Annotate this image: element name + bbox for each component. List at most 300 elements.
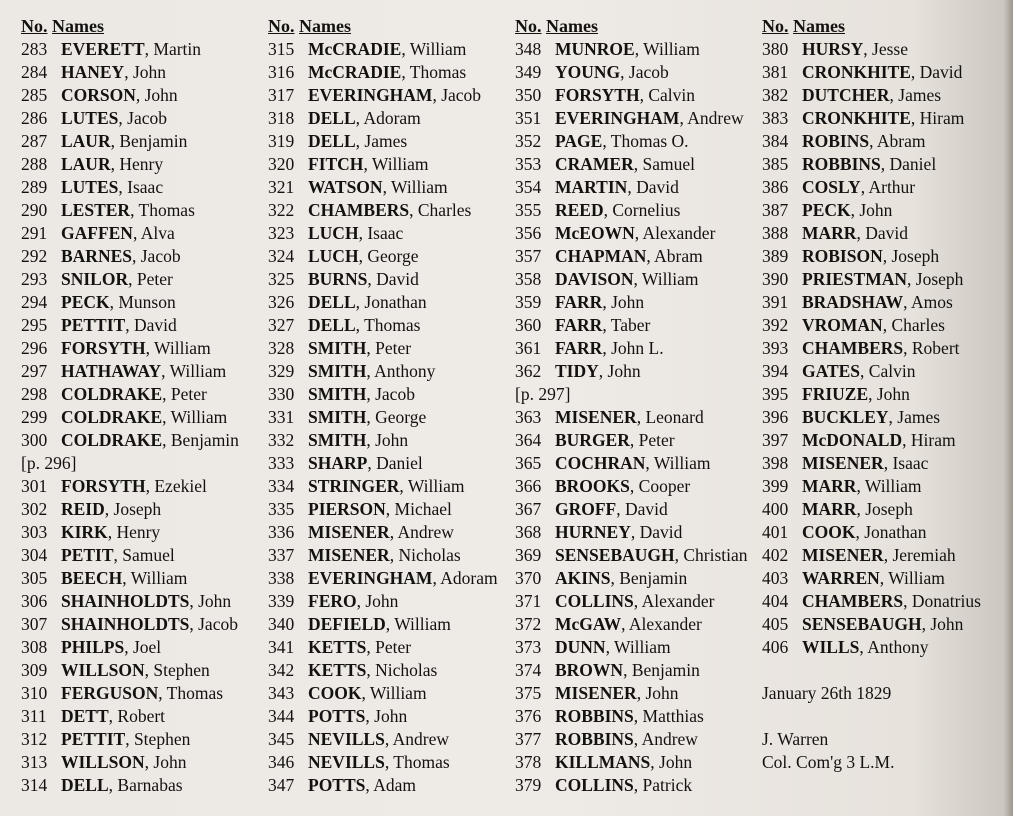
list-item (21, 199, 276, 222)
entry-number: 401 (762, 522, 789, 542)
name-separator: , (158, 683, 167, 703)
entry-given-name: Martin (153, 39, 202, 59)
name-separator: , (145, 338, 155, 358)
entry-number: 376 (515, 706, 542, 726)
entry-number: 374 (515, 660, 542, 680)
entry-number: 394 (762, 361, 789, 381)
entry-number: 290 (21, 200, 48, 220)
entry-number: 311 (21, 706, 47, 726)
list-item (21, 153, 276, 176)
list-item (268, 636, 523, 659)
entry-surname: COLDRAKE (61, 430, 163, 450)
name-separator: , (907, 269, 916, 289)
entry-given-name: Thomas (409, 62, 467, 82)
entry-given-name: William (169, 361, 227, 381)
entry-number: 378 (515, 752, 542, 772)
header-names: Names (299, 16, 351, 36)
entry-number: 293 (21, 269, 48, 289)
entry-number: 302 (21, 499, 48, 519)
entry-given-name: Jacob (441, 85, 482, 105)
list-item (762, 429, 1007, 452)
entry-number: 292 (21, 246, 48, 266)
entry-given-name: Charles (891, 315, 945, 335)
entry-number: 291 (21, 223, 48, 243)
list-item (268, 268, 523, 291)
header-names: Names (793, 16, 845, 36)
list-item (762, 291, 1007, 314)
entry-surname: FITCH (308, 154, 364, 174)
list-item (268, 567, 523, 590)
entry-number: 363 (515, 407, 542, 427)
entry-surname: CRAMER (555, 154, 634, 174)
entry-surname: PECK (61, 292, 110, 312)
entry-given-name: Joseph (891, 246, 940, 266)
list-item (515, 107, 770, 130)
entry-given-name: Jacob (140, 246, 181, 266)
entry-surname: CHAMBERS (802, 338, 904, 358)
entry-surname: SMITH (308, 384, 367, 404)
entry-surname: DUTCHER (802, 85, 890, 105)
entry-given-name: Adoram (440, 568, 498, 588)
name-separator: , (145, 476, 155, 496)
list-item (268, 130, 523, 153)
entry-given-name: Alexander (641, 591, 715, 611)
entry-surname: WILLSON (61, 660, 145, 680)
entry-surname: TIDY (555, 361, 599, 381)
entry-given-name: William (369, 683, 427, 703)
list-item (515, 429, 770, 452)
name-separator: , (646, 246, 655, 266)
list-item (21, 222, 276, 245)
name-separator: , (634, 39, 644, 59)
list-item (762, 337, 1007, 360)
name-separator: , (366, 637, 376, 657)
name-separator: , (603, 200, 613, 220)
entry-surname: CHAMBERS (308, 200, 410, 220)
entry-given-name: William (130, 568, 188, 588)
list-item (762, 590, 1007, 613)
entry-surname: POTTS (308, 706, 366, 726)
name-separator: , (650, 752, 660, 772)
entry-surname: GAFFEN (61, 223, 133, 243)
entry-surname: COSLY (802, 177, 861, 197)
list-item (762, 130, 1007, 153)
entry-surname: MISENER (308, 545, 390, 565)
entry-number: 327 (268, 315, 295, 335)
entry-number: 353 (515, 154, 542, 174)
header-no: No. (515, 16, 542, 36)
entry-number: 371 (515, 591, 542, 611)
entry-given-name: Peter (638, 430, 675, 450)
entry-given-name: Alexander (642, 223, 716, 243)
entry-given-name: Jacob (628, 62, 669, 82)
entry-number: 339 (268, 591, 295, 611)
name-separator: , (855, 522, 865, 542)
entry-number: 289 (21, 177, 48, 197)
list-item (21, 360, 276, 383)
entry-number: 357 (515, 246, 542, 266)
entry-number: 392 (762, 315, 789, 335)
name-separator: , (389, 545, 399, 565)
list-item (515, 360, 770, 383)
entry-number: 309 (21, 660, 48, 680)
entry-surname: BROOKS (555, 476, 630, 496)
entry-number: 352 (515, 131, 542, 151)
entry-surname: GROFF (555, 499, 617, 519)
entry-surname: EVERINGHAM (555, 108, 680, 128)
list-item (268, 544, 523, 567)
name-separator: , (636, 683, 646, 703)
list-item (515, 498, 770, 521)
entry-number: 296 (21, 338, 48, 358)
entry-surname: KILLMANS (555, 752, 651, 772)
name-separator: , (633, 591, 642, 611)
entry-given-name: James (897, 407, 941, 427)
names-column-1 (21, 15, 276, 797)
name-separator: , (432, 568, 441, 588)
list-item (21, 268, 276, 291)
entry-number: 350 (515, 85, 542, 105)
entry-surname: COOK (308, 683, 362, 703)
list-item (515, 245, 770, 268)
list-item (21, 705, 276, 728)
entry-surname: DETT (61, 706, 109, 726)
entry-given-name: Donatrius (911, 591, 981, 611)
name-separator: , (113, 545, 123, 565)
entry-number: 300 (21, 430, 48, 450)
list-item (268, 498, 523, 521)
name-separator: , (860, 361, 869, 381)
name-separator: , (879, 568, 889, 588)
entry-number: 319 (268, 131, 295, 151)
name-separator: , (358, 223, 368, 243)
name-separator: , (367, 453, 377, 473)
list-item (268, 383, 523, 406)
entry-given-name: John (198, 591, 232, 611)
list-item (515, 406, 770, 429)
entry-surname: CRONKHITE (802, 108, 911, 128)
entry-surname: COOK (802, 522, 856, 542)
name-separator: , (130, 200, 139, 220)
entry-given-name: Thomas (364, 315, 421, 335)
list-item (21, 406, 276, 429)
list-item (268, 199, 523, 222)
name-separator: , (365, 775, 374, 795)
list-item (762, 199, 1007, 222)
list-item (762, 222, 1007, 245)
entry-given-name: James (898, 85, 942, 105)
name-separator: , (124, 637, 133, 657)
entry-surname: LUTES (61, 177, 119, 197)
entry-given-name: Samuel (122, 545, 175, 565)
entry-given-name: Daniel (889, 154, 937, 174)
entry-given-name: Jonathan (864, 522, 927, 542)
entry-given-name: John (876, 384, 910, 404)
name-separator: , (363, 154, 372, 174)
entry-number: 317 (268, 85, 295, 105)
list-item (21, 337, 276, 360)
entry-given-name: Andrew (392, 729, 450, 749)
entry-surname: NEVILLS (308, 729, 385, 749)
name-separator: , (367, 269, 377, 289)
entry-given-name: Joseph (865, 499, 913, 519)
entry-number: 332 (268, 430, 295, 450)
list-item (762, 107, 1007, 130)
entry-given-name: Taber (610, 315, 651, 335)
name-separator: , (880, 154, 890, 174)
entry-given-name: David (636, 177, 679, 197)
entry-number: 370 (515, 568, 542, 588)
entry-surname: WARREN (802, 568, 880, 588)
entry-number: 284 (21, 62, 48, 82)
name-separator: , (366, 384, 376, 404)
entry-given-name: Alva (140, 223, 175, 243)
entry-given-name: John (132, 62, 167, 82)
name-separator: , (679, 108, 688, 128)
entry-given-name: Isaac (892, 453, 929, 473)
name-separator: , (144, 39, 154, 59)
name-separator: , (162, 384, 171, 404)
entry-number: 345 (268, 729, 295, 749)
entry-number: 336 (268, 522, 295, 542)
entry-given-name: Alexander (628, 614, 702, 634)
entry-number: 375 (515, 683, 542, 703)
entry-number: 354 (515, 177, 542, 197)
list-item (515, 61, 770, 84)
entry-surname: ROBBINS (555, 729, 634, 749)
name-separator: , (356, 591, 366, 611)
annotation-text: [p. 296] (21, 453, 77, 473)
entry-surname: DEFIELD (308, 614, 386, 634)
entry-number: 333 (268, 453, 295, 473)
entry-given-name: Hiram (910, 430, 956, 450)
entry-given-name: Cooper (638, 476, 691, 496)
entry-surname: FARR (555, 315, 603, 335)
name-separator: , (633, 154, 643, 174)
list-item (515, 613, 770, 636)
entry-given-name: William (641, 269, 699, 289)
name-separator: , (189, 614, 199, 634)
entry-given-name: George (367, 246, 419, 266)
list-item (268, 475, 523, 498)
name-separator: , (132, 223, 141, 243)
name-separator: , (385, 499, 395, 519)
entry-given-name: Charles (417, 200, 472, 220)
list-item (762, 61, 1007, 84)
entry-given-name: Peter (136, 269, 173, 289)
entry-given-name: William (614, 637, 671, 657)
column-header (268, 15, 523, 38)
list-item (268, 406, 523, 429)
entry-given-name: John (374, 706, 408, 726)
entry-surname: CHAMBERS (802, 591, 904, 611)
name-separator: , (128, 269, 137, 289)
entry-surname: DELL (308, 315, 356, 335)
entry-surname: VROMAN (802, 315, 883, 335)
list-item (515, 590, 770, 613)
entry-given-name: Andrew (641, 729, 698, 749)
entry-given-name: Robert (911, 338, 960, 358)
entry-number: 343 (268, 683, 295, 703)
list-item (268, 751, 523, 774)
entry-surname: ROBISON (802, 246, 883, 266)
list-item (268, 245, 523, 268)
name-separator: , (108, 706, 118, 726)
entry-given-name: John (607, 361, 641, 381)
entry-surname: DUNN (555, 637, 606, 657)
list-item (515, 751, 770, 774)
entry-given-name: David (919, 62, 963, 82)
entry-given-name: Benjamin (119, 131, 188, 151)
entry-surname: DELL (308, 108, 356, 128)
entry-number: 406 (762, 637, 789, 657)
name-separator: , (850, 200, 860, 220)
entry-number: 391 (762, 292, 789, 312)
name-separator: , (108, 775, 118, 795)
entry-given-name: Amos (910, 292, 953, 312)
column-rows (515, 38, 770, 797)
entry-given-name: Adam (373, 775, 416, 795)
entry-surname: REED (555, 200, 604, 220)
entry-number: 344 (268, 706, 295, 726)
list-item (268, 337, 523, 360)
list-item (515, 728, 770, 751)
entry-number: 404 (762, 591, 789, 611)
entry-number: 318 (268, 108, 295, 128)
entry-surname: KIRK (61, 522, 108, 542)
entry-given-name: George (375, 407, 427, 427)
entry-given-name: William (864, 476, 922, 496)
entry-surname: LAUR (61, 131, 111, 151)
entry-number: 330 (268, 384, 295, 404)
entry-surname: PAGE (555, 131, 603, 151)
entry-given-name: Robert (117, 706, 166, 726)
name-separator: , (602, 315, 611, 335)
list-item (268, 728, 523, 751)
entry-given-name: John (659, 752, 693, 772)
entry-surname: SENSEBAUGH (802, 614, 922, 634)
column-rows (268, 38, 523, 797)
entry-surname: WILLS (802, 637, 860, 657)
name-separator: , (621, 614, 629, 634)
list-item (21, 61, 276, 84)
entry-given-name: John (144, 85, 178, 105)
list-item (21, 38, 276, 61)
entry-given-name: Jacob (127, 108, 167, 128)
entry-number: 286 (21, 108, 48, 128)
entry-number: 297 (21, 361, 48, 381)
entry-number: 369 (515, 545, 542, 565)
entry-surname: EVERINGHAM (308, 85, 433, 105)
name-separator: , (610, 568, 620, 588)
list-item (515, 521, 770, 544)
entry-surname: WATSON (308, 177, 383, 197)
name-separator: , (118, 108, 128, 128)
list-item (515, 659, 770, 682)
entry-number: 373 (515, 637, 542, 657)
name-separator: , (630, 522, 640, 542)
entry-surname: PETIT (61, 545, 114, 565)
entry-surname: McGAW (555, 614, 622, 634)
name-separator: , (355, 292, 365, 312)
list-item (515, 176, 770, 199)
entry-given-name: Barnabas (117, 775, 183, 795)
entry-surname: FORSYTH (555, 85, 640, 105)
entry-surname: BROWN (555, 660, 624, 680)
entry-number: 322 (268, 200, 295, 220)
entry-number: 348 (515, 39, 542, 59)
list-item (515, 268, 770, 291)
entry-surname: KETTS (308, 637, 367, 657)
name-separator: , (355, 108, 364, 128)
name-separator: , (384, 752, 394, 772)
names-column-3 (515, 15, 770, 797)
entry-number: 380 (762, 39, 789, 59)
name-separator: , (903, 338, 912, 358)
annotation-text: Col. Com'g 3 L.M. (762, 752, 895, 772)
list-item (21, 774, 276, 797)
entry-surname: COLLINS (555, 775, 634, 795)
column-header (762, 15, 1007, 38)
entry-given-name: Nicholas (375, 660, 438, 680)
entry-given-name: Patrick (642, 775, 693, 795)
entry-number: 390 (762, 269, 789, 289)
name-separator: , (645, 453, 654, 473)
list-item (21, 475, 276, 498)
entry-given-name: William (391, 177, 448, 197)
name-separator: , (620, 62, 629, 82)
list-item (762, 38, 1007, 61)
entry-surname: WILLSON (61, 752, 145, 772)
entry-surname: BURGER (555, 430, 630, 450)
name-separator: , (432, 85, 442, 105)
name-separator: , (882, 246, 892, 266)
entry-given-name: John L. (611, 338, 664, 358)
entry-number: 285 (21, 85, 48, 105)
entry-surname: MARR (802, 499, 857, 519)
entry-given-name: Henry (116, 522, 161, 542)
entry-given-name: Benjamin (170, 430, 239, 450)
list-item (762, 245, 1007, 268)
list-item (21, 176, 276, 199)
list-item (762, 498, 1007, 521)
entry-given-name: William (154, 338, 211, 358)
entry-number: 288 (21, 154, 48, 174)
entry-given-name: Matthias (642, 706, 704, 726)
entry-number: 313 (21, 752, 48, 772)
list-item (762, 360, 1007, 383)
spacer (762, 705, 1007, 728)
list-item (515, 475, 770, 498)
name-separator: , (602, 292, 612, 312)
entry-number: 346 (268, 752, 295, 772)
name-separator: , (110, 131, 120, 151)
name-separator: , (382, 177, 391, 197)
entry-given-name: Joel (132, 637, 162, 657)
list-item (21, 613, 276, 636)
list-item (21, 728, 276, 751)
entry-number: 301 (21, 476, 48, 496)
name-separator: , (401, 62, 410, 82)
entry-surname: COLLINS (555, 591, 634, 611)
entry-given-name: Stephen (133, 729, 191, 749)
entry-number: 321 (268, 177, 295, 197)
entry-number: 342 (268, 660, 295, 680)
entry-given-name: Thomas (393, 752, 450, 772)
list-item (515, 314, 770, 337)
list-item (515, 199, 770, 222)
list-item (762, 84, 1007, 107)
